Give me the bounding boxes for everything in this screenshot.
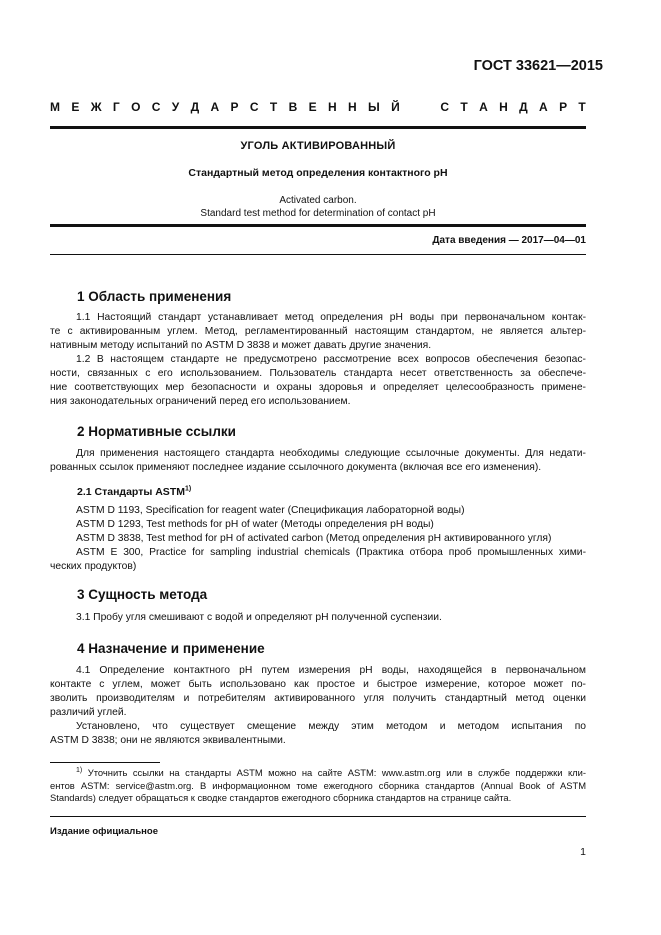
gost-code: ГОСТ 33621—2015 bbox=[473, 58, 603, 74]
footnote-line: Standards) следует обращаться к сводке стандартов ежегодного сборника стандартов на странице сайта. bbox=[50, 792, 512, 803]
interstate-letter: С bbox=[249, 100, 259, 114]
section-1-paragraph-1 bbox=[50, 311, 586, 353]
text-line: 1.2 В настоящем стандарте не предусмотрено рассмотрение всех вопросов обеспечения безопас- bbox=[76, 354, 586, 365]
english-title-line-2: Standard test method for determination of contact pH bbox=[200, 208, 436, 219]
interstate-letter: У bbox=[171, 100, 180, 114]
interstate-letter bbox=[411, 100, 414, 114]
astm-reference: ASTM D 3838, Test method for pH of activated carbon (Метод определения pH активированного угля) bbox=[76, 533, 552, 544]
astm-reference-list bbox=[50, 504, 586, 574]
interstate-letter: Р bbox=[559, 100, 568, 114]
section-2-heading: 2 Нормативные ссылки bbox=[77, 424, 236, 439]
interstate-letter: С bbox=[440, 100, 450, 114]
text-line: контакте с углем, может быть использовано как простое и быстрое измерение, которое может по- bbox=[50, 679, 586, 690]
footnote-line bbox=[50, 767, 586, 780]
text-line: Для применения настоящего стандарта необходимы следующие ссылочные документы. Для недати- bbox=[76, 448, 586, 459]
footnote bbox=[50, 767, 586, 805]
introduction-date: Дата введения — 2017—04—01 bbox=[432, 235, 586, 246]
text-line: зволить производителям и потребителям активированного угля получить стандартный метод оценки bbox=[50, 693, 586, 704]
document-title: УГОЛЬ АКТИВИРОВАННЫЙ bbox=[240, 140, 396, 152]
date-rule-thin bbox=[50, 254, 586, 255]
text-line: рованных ссылок применяют последнее издание ссылочного документа (включая все его изменения). bbox=[50, 462, 542, 473]
interstate-letter: Й bbox=[391, 100, 400, 114]
interstate-letter: А bbox=[479, 100, 488, 114]
interstate-letter: С bbox=[151, 100, 161, 114]
text-line: Установлено, что существует смещение между этим методом и методом испытания по bbox=[76, 721, 586, 732]
interstate-letter: Р bbox=[230, 100, 239, 114]
interstate-letter: Д bbox=[519, 100, 528, 114]
section-1-paragraph-2 bbox=[50, 353, 586, 409]
section-2-1-heading-text: 2.1 Стандарты ASTM bbox=[77, 486, 185, 498]
interstate-letter: М bbox=[50, 100, 60, 114]
title-rule-thick bbox=[50, 224, 586, 227]
page-number: 1 bbox=[580, 846, 586, 858]
interstate-letter: А bbox=[210, 100, 220, 114]
interstate-letter: Н bbox=[347, 100, 357, 114]
text-line: нативным методу испытаний по ASTM D 3838 и может давать другие значения. bbox=[50, 340, 432, 351]
text-line: ASTM D 3838; они не являются эквивалентными. bbox=[50, 735, 286, 746]
astm-reference: ASTM D 1293, Test methods for pH of water (Методы определения pH воды) bbox=[76, 519, 434, 530]
interstate-letter: Е bbox=[71, 100, 80, 114]
interstate-letter bbox=[426, 100, 429, 114]
interstate-letter: Н bbox=[499, 100, 508, 114]
interstate-letter: Г bbox=[112, 100, 120, 114]
interstate-letter: В bbox=[288, 100, 298, 114]
text-line: ние соответствующих мер безопасности и охраны здоровья и определяет целесообразность примене- bbox=[50, 382, 586, 393]
section-2-1-heading bbox=[77, 486, 191, 498]
interstate-letter: О bbox=[131, 100, 141, 114]
header-rule-thick bbox=[50, 126, 586, 129]
text-line: 3.1 Пробу угля смешивают с водой и определяют pH полученной суспензии. bbox=[76, 612, 442, 623]
interstate-letter: Т bbox=[578, 100, 586, 114]
interstate-standard-label bbox=[50, 100, 586, 114]
text-line: различий углей. bbox=[50, 707, 127, 718]
footnote-reference: 1) bbox=[184, 485, 192, 493]
english-title-line-1: Activated carbon. bbox=[279, 195, 357, 206]
interstate-letter: Ж bbox=[90, 100, 102, 114]
interstate-letter: Н bbox=[327, 100, 337, 114]
astm-reference-continuation: ческих продуктов) bbox=[50, 561, 137, 572]
section-1-heading: 1 Область применения bbox=[77, 289, 232, 304]
footnote-marker: 1) bbox=[76, 766, 83, 774]
interstate-letter: Д bbox=[190, 100, 200, 114]
english-title bbox=[50, 194, 586, 220]
footnote-separator bbox=[50, 762, 160, 763]
astm-reference: ASTM E 300, Practice for sampling industrial chemicals (Практика отбора проб промышленных хими- bbox=[76, 547, 586, 558]
interstate-letter: Ы bbox=[367, 100, 380, 114]
interstate-letter: Е bbox=[308, 100, 317, 114]
section-3-paragraph-1 bbox=[50, 611, 586, 625]
footnote-text: Уточнить ссылки на стандарты ASTM можно на сайте ASTM: www.astm.org или в службе поддержки кли- bbox=[87, 767, 587, 778]
text-line: 4.1 Определение контактного pH путем измерения pH воды, находящейся в первоначальном bbox=[76, 665, 586, 676]
interstate-letter: Т bbox=[269, 100, 278, 114]
astm-reference: ASTM D 1193, Specification for reagent water (Спецификация лабораторной воды) bbox=[76, 505, 465, 516]
text-line: ния законодательных ограничений перед его использованием. bbox=[50, 396, 351, 407]
footnote-line: ентов ASTM: service@astm.org. В информационном томе ежегодного сборника стандартов (Annual Book of ASTM bbox=[50, 779, 586, 791]
section-4-paragraph-2 bbox=[50, 720, 586, 748]
official-edition-label: Издание официальное bbox=[50, 826, 158, 837]
section-4-heading: 4 Назначение и применение bbox=[77, 641, 265, 656]
text-line: ности, связанных с его использованием. Пользователь стандарта несет ответственность за обеспече- bbox=[50, 368, 586, 379]
section-3-heading: 3 Сущность метода bbox=[77, 587, 208, 602]
footer-rule bbox=[50, 816, 586, 817]
document-subtitle: Стандартный метод определения контактного pH bbox=[188, 167, 448, 179]
interstate-letter: Т bbox=[460, 100, 468, 114]
section-2-paragraph-1 bbox=[50, 447, 586, 475]
text-line: те с активированным углем. Метод, регламентированный настоящим стандартом, не является альтер- bbox=[50, 326, 586, 337]
section-4-paragraph-1 bbox=[50, 664, 586, 720]
interstate-letter: А bbox=[539, 100, 548, 114]
text-line: 1.1 Настоящий стандарт устанавливает метод определения pH воды при первоначальном контак- bbox=[76, 312, 586, 323]
